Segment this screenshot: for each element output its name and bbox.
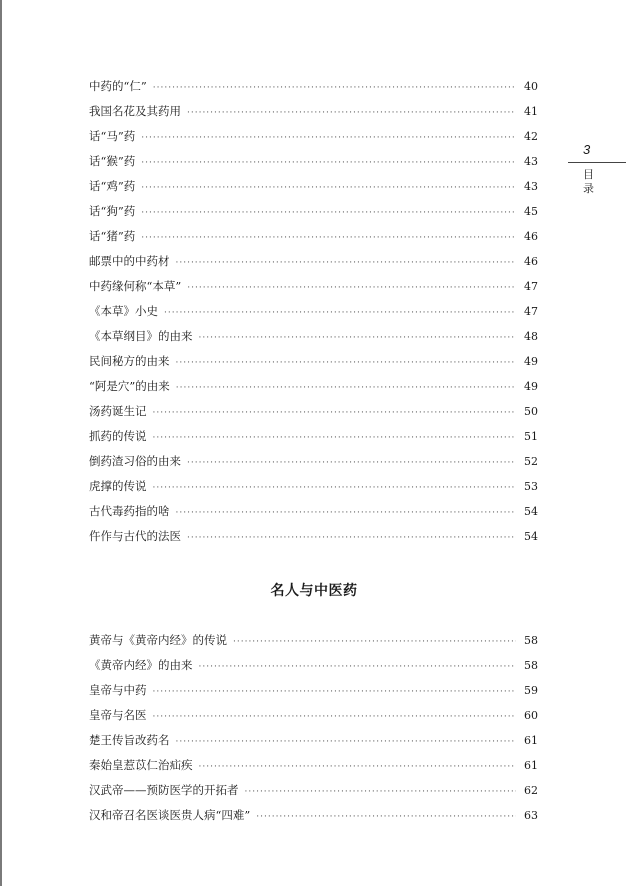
page-edge xyxy=(0,0,2,886)
toc-entry-page: 59 xyxy=(524,684,538,697)
toc-entry-page: 47 xyxy=(524,280,538,293)
toc-leader-dots xyxy=(233,630,516,655)
toc-entry-page: 43 xyxy=(524,155,538,168)
toc-leader-dots xyxy=(187,526,516,551)
toc-entry-title: 话“鸡”药 xyxy=(89,179,136,193)
toc-entry-page: 54 xyxy=(524,530,538,543)
toc-entry xyxy=(89,199,538,224)
toc-entry-title: 皇帝与中药 xyxy=(89,683,147,697)
toc-leader-dots xyxy=(199,655,517,680)
margin-label: 目录 xyxy=(583,168,594,195)
toc-entry-page: 48 xyxy=(524,330,538,343)
toc-entry-title: “阿是穴”的由来 xyxy=(89,379,170,393)
toc-entry-title: 倒药渣习俗的由来 xyxy=(89,454,181,468)
toc-entry xyxy=(89,653,538,678)
toc-entry xyxy=(89,499,538,524)
toc-entry-page: 62 xyxy=(524,784,538,797)
section-title: 名人与中医药 xyxy=(270,583,358,599)
toc-leader-dots xyxy=(187,451,516,476)
toc-entry-page: 52 xyxy=(524,455,538,468)
toc-entry xyxy=(89,449,538,474)
margin-divider xyxy=(568,162,626,163)
toc-entry-page: 46 xyxy=(524,230,538,243)
toc-entry-page: 51 xyxy=(524,430,538,443)
toc-entry xyxy=(89,74,538,99)
toc-entry-title: 话“狗”药 xyxy=(89,204,136,218)
toc-leader-dots xyxy=(176,351,517,376)
toc-entry-page: 49 xyxy=(524,380,538,393)
toc-leader-dots xyxy=(141,226,516,251)
toc-entry-title: 我国名花及其药用 xyxy=(89,104,181,118)
toc-entry xyxy=(89,324,538,349)
toc-leader-dots xyxy=(153,680,517,705)
toc-entry xyxy=(89,274,538,299)
toc-entry-page: 58 xyxy=(524,634,538,647)
toc-entry-title: 抓药的传说 xyxy=(89,429,147,443)
toc-leader-dots xyxy=(153,401,517,426)
toc-entry-page: 46 xyxy=(524,255,538,268)
toc-leader-dots xyxy=(176,501,517,526)
toc-entry-title: 话“猪”药 xyxy=(89,229,136,243)
toc-leader-dots xyxy=(176,730,517,755)
toc-entry-page: 49 xyxy=(524,355,538,368)
toc-leader-dots xyxy=(153,76,516,101)
toc-leader-dots xyxy=(164,301,516,326)
toc-entry-title: 话“马”药 xyxy=(89,129,136,143)
toc-entry-page: 45 xyxy=(524,205,538,218)
toc-entry-title: 古代毒药指的啥 xyxy=(89,504,170,518)
toc-entry-title: 中药的“仁” xyxy=(89,79,147,93)
toc-entry-title: 民间秘方的由来 xyxy=(89,354,170,368)
toc-entry-page: 47 xyxy=(524,305,538,318)
toc-entry xyxy=(89,678,538,703)
page-number: 3 xyxy=(583,142,591,157)
toc-entry xyxy=(89,524,538,549)
toc-entry-title: 《黄帝内经》的由来 xyxy=(89,658,193,672)
toc-entry-title: 秦始皇惹苡仁治疝疾 xyxy=(89,758,193,772)
toc-entry xyxy=(89,753,538,778)
toc-entry xyxy=(89,778,538,803)
toc-entry xyxy=(89,99,538,124)
toc-entry-title: 黄帝与《黄帝内经》的传说 xyxy=(89,633,227,647)
toc-entry-title: 话“猴”药 xyxy=(89,154,136,168)
toc-entry xyxy=(89,474,538,499)
toc-entry-page: 53 xyxy=(524,480,538,493)
toc-entry xyxy=(89,703,538,728)
toc-list-b xyxy=(89,628,538,828)
toc-leader-dots xyxy=(176,376,516,401)
toc-entry-page: 40 xyxy=(524,80,538,93)
toc-entry xyxy=(89,224,538,249)
toc-entry xyxy=(89,628,538,653)
toc-entry-title: 邮票中的中药材 xyxy=(89,254,170,268)
toc-leader-dots xyxy=(141,126,516,151)
toc-leader-dots xyxy=(256,805,516,830)
toc-entry-page: 43 xyxy=(524,180,538,193)
toc-leader-dots xyxy=(153,476,517,501)
toc-entry-title: 中药缘何称“本草” xyxy=(89,279,182,293)
toc-leader-dots xyxy=(141,201,516,226)
toc-entry-page: 61 xyxy=(524,734,538,747)
toc-entry xyxy=(89,249,538,274)
toc-entry xyxy=(89,349,538,374)
toc-leader-dots xyxy=(153,705,517,730)
toc-entry xyxy=(89,374,538,399)
toc-leader-dots xyxy=(245,780,517,805)
toc-entry-page: 58 xyxy=(524,659,538,672)
toc-entry-title: 《本草纲目》的由来 xyxy=(89,329,193,343)
toc-leader-dots xyxy=(199,755,517,780)
toc-entry-title: 汉和帝召名医谈医贵人病“四难” xyxy=(89,808,251,822)
toc-entry-page: 63 xyxy=(524,809,538,822)
toc-entry xyxy=(89,299,538,324)
toc-entry xyxy=(89,174,538,199)
toc-entry xyxy=(89,424,538,449)
toc-list-a xyxy=(89,74,538,549)
toc-leader-dots xyxy=(153,426,517,451)
toc-leader-dots xyxy=(141,151,516,176)
toc-entry-page: 54 xyxy=(524,505,538,518)
toc-leader-dots xyxy=(187,276,516,301)
toc-entry-page: 61 xyxy=(524,759,538,772)
toc-entry-page: 41 xyxy=(524,105,538,118)
toc-leader-dots xyxy=(141,176,516,201)
toc-entry xyxy=(89,728,538,753)
toc-entry-page: 50 xyxy=(524,405,538,418)
toc-entry-title: 汤药诞生记 xyxy=(89,404,147,418)
toc-leader-dots xyxy=(176,251,517,276)
toc-entry-title: 皇帝与名医 xyxy=(89,708,147,722)
toc-entry xyxy=(89,149,538,174)
toc-leader-dots xyxy=(199,326,517,351)
toc-leader-dots xyxy=(187,101,516,126)
toc-entry-title: 汉武帝——预防医学的开拓者 xyxy=(89,783,239,797)
toc-entry xyxy=(89,124,538,149)
toc-entry xyxy=(89,399,538,424)
toc-entry-title: 《本草》小史 xyxy=(89,304,158,318)
toc-entry xyxy=(89,803,538,828)
toc-entry-title: 楚王传旨改药名 xyxy=(89,733,170,747)
toc-entry-title: 仵作与古代的法医 xyxy=(89,529,181,543)
toc-entry-page: 60 xyxy=(524,709,538,722)
toc-entry-page: 42 xyxy=(524,130,538,143)
toc-entry-title: 虎撑的传说 xyxy=(89,479,147,493)
